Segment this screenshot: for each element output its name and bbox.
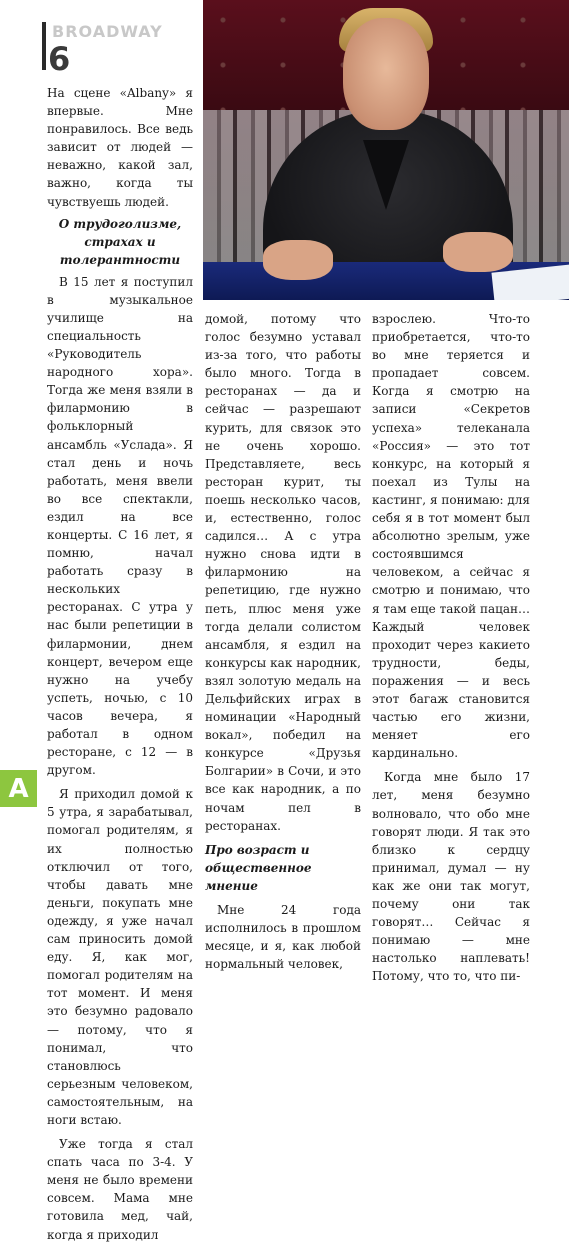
paragraph: Мне 24 года исполнилось в прошлом месяце, и я, как любой нормальный человек,	[205, 902, 361, 971]
article-photo	[203, 0, 569, 300]
section-heading: О трудоголизме, страхах и толерантности	[58, 216, 182, 267]
paragraph: взрослею. Что-то приобретается, что-то во мне теряется и пропадает совсем. Когда я смотрю на записи «Секретов успеха» телеканала «Россия» — это тот конкурс, на который я поехал из Тулы на кастинг, я понимаю: для себя я в тот момент был абсолютно зрелым, уже состоявшимся человеком, а сейчас я смотрю и понимаю, что я там еще такой пацан… Каждый человек проходит через какието трудности, беды, поражения — и весь этот багаж становится частью его жизни, меняет его кардинально.	[372, 312, 530, 761]
paragraph: На сцене «Albany» я впервые. Мне понравилось. Все ведь зависит от людей — неважно, какой зал, важно, когда ты чувствуешь людей.	[47, 86, 193, 209]
right-hand	[443, 232, 513, 272]
magazine-name: BROADWAY	[52, 22, 163, 41]
paragraph: Когда мне было 17 лет, меня безумно волновало, что обо мне говорят люди. Я так это близко к сердцу принимал, думал — ну как же они так могут, почему они так говорят… Сейчас я понимаю — мне настолько наплевать! Потому, что то, что пи-	[372, 770, 530, 984]
magazine-header	[42, 22, 202, 82]
left-hand	[263, 240, 333, 280]
section-heading: Про возраст и общественное мнение	[205, 842, 312, 893]
paragraph: Уже тогда я стал спать часа по 3-4. У меня не было времени совсем. Мама мне готовила мед, чай, когда я приходил	[47, 1137, 193, 1242]
paragraph: В 15 лет я поступил в музыкальное училище на специальность «Руководитель народного хора». Тогда же меня взяли в филармонию в фольклорный ансамбль «Услада». Я стал день и ночь работать, меня ввели во все спектакли, ездил на все концерты. С 16 лет, я помню, начал работать сразу в нескольких ресторанах. С утра у нас были репетиции в филармонии, днем концерт, вечером еще нужно на учебу успеть, ночью, с 10 часов вечера, я работал в одном ресторане, с 12 — в другом.	[47, 274, 193, 778]
paragraph: Я приходил домой к 5 утра, я зарабатывал, помогал родителям, я их полностью отключил от того, чтобы давать мне деньги, покупать мне одежду, я уже начал сам приносить домой еду. Я, как мог, помогал родителям на тот момент. И меня это безумно радовало — потому, что я понимал, что становлюсь серьезным человеком, самостоятельным, на ноги встаю.	[47, 787, 193, 1127]
corner-logo-icon: A	[8, 773, 29, 804]
issue-number: 6	[48, 40, 71, 78]
text-column-2	[205, 310, 361, 973]
person-face	[343, 18, 429, 130]
paragraph: домой, потому что голос безумно уставал из-за того, что работы было много. Тогда в ресторанах — да и сейчас — разрешают курить, для связок это не очень хорошо. Представляете, весь ресторан курит, ты поешь несколько часов, и, естественно, голос садился… А с утра нужно снова идти в филармонию на репетицию, где нужно петь, плюс меня уже тогда делали солистом ансамбля, я ездил на конкурсы как народник, взял золотую медаль на Дельфийских играх в номинации «Народный вокал», победил на конкурсе «Друзья Болгарии» в Сочи, и это все как народник, а по ночам пел в ресторанах.	[205, 312, 361, 833]
text-column-3	[372, 310, 530, 985]
header-bar	[42, 22, 46, 70]
text-column-1	[47, 84, 193, 1244]
